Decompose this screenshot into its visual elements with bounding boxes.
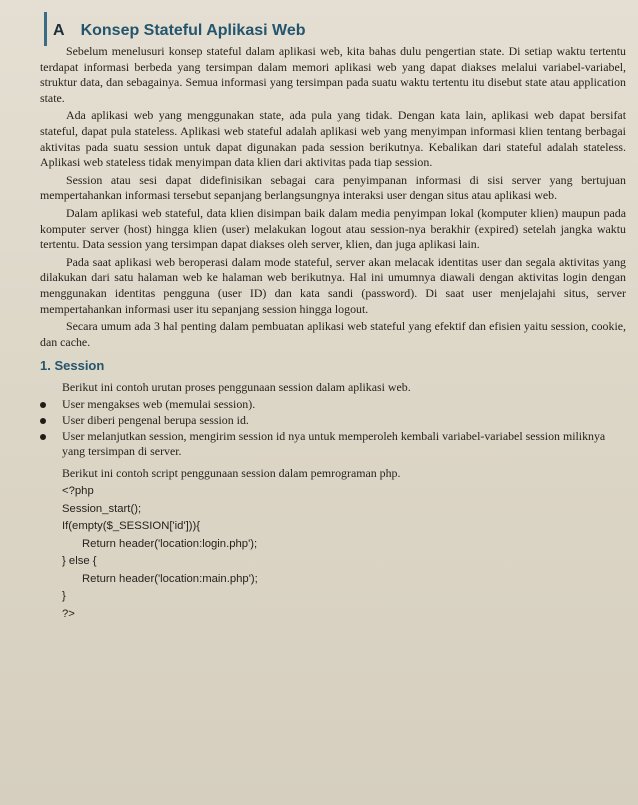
list-item-text: User melanjutkan session, mengirim session id nya untuk memperoleh kembali variabel-variabel session miliknya yang tersimpan di server. (62, 428, 606, 459)
paragraph-stateful-stateless: Ada aplikasi web yang menggunakan state, ada pula yang tidak. Dengan kata lain, aplikasi web dapat bersifat stateful, dapat pula stateless. Aplikasi web stateful adalah aplikasi web yang menyimpan informasi klien tentang berbagai aktivitas pada suatu session untuk dapat digunakan pada session berikutnya. Kebalikan dari stateful adalah stateless. Aplikasi web stateless tidak menyimpan data klien dari aktivitas pada tiap session. (40, 108, 626, 170)
php-code-block (40, 483, 626, 623)
code-line: } (62, 590, 66, 603)
list-item-text: User diberi pengenal berupa session id. (62, 413, 249, 428)
list-item (40, 413, 626, 429)
session-block (40, 380, 626, 396)
paragraph-session-definition: Session atau sesi dapat didefinisikan sebagai cara penyimpanan informasi di sisi server yang bertujuan mempertahankan informasi tersebut sepanjang berlangsungnya interaksi user dengan situs atau aplikasi web. (40, 172, 626, 203)
session-steps-list (40, 397, 626, 459)
section-letter: A (53, 22, 65, 39)
paragraph-client-data: Dalam aplikasi web stateful, data klien disimpan baik dalam media penyimpan lokal (komputer klien) maupun pada komputer server (host) hingga klien (user) melakukan logout atau session-nya berakhir (expired) setelah jangka waktu tertentu. Data session yang tersimpan dapat diakses oleh server, klien, dan juga aplikasi lain. (40, 205, 626, 252)
section-title-session: 1. Session (40, 358, 105, 374)
page-title: Konsep Stateful Aplikasi Web (80, 22, 306, 39)
bullet-icon (40, 418, 46, 424)
code-line: If(empty($_SESSION['id'])){ (62, 520, 201, 533)
bullet-icon (40, 434, 46, 440)
script-intro: Berikut ini contoh script penggunaan session dalam pemrograman php. (62, 465, 401, 480)
code-line: Session_start(); (62, 502, 142, 515)
section-header (44, 12, 306, 46)
paragraph-state-definition: Sebelum menelusuri konsep stateful dalam aplikasi web, kita bahas dulu pengertian state. Di setiap waktu tertentu terdapat informasi berbeda yang tersimpan dalam memori aplikasi web yang dapat diakses melalui variabel-variabel, struktur data, dan sebagainya. Semua informasi yang tersimpan pada suatu waktu tertentu itu disebut state atau application state. (40, 44, 626, 105)
code-line: ?> (62, 607, 75, 620)
list-item (40, 429, 626, 460)
script-intro-block (40, 466, 626, 482)
paragraph-three-elements: Secara umum ada 3 hal penting dalam pembuatan aplikasi web stateful yang efektif dan efisien yaitu session, cookie, dan cache. (40, 319, 626, 349)
header-accent-bar (44, 12, 47, 46)
paragraph-stateful-mode: Pada saat aplikasi web beroperasi dalam mode stateful, server akan melacak identitas user dan segala aktivitas yang dilakukan dari satu halaman web ke halaman web berikutnya. Hal ini umumnya diawali dengan aktivitas login dengan menggunakan identitas pengguna (user ID) dan kata sandi (password). Di saat user menjelajahi situs, server mempertahankan informasi user itu sepanjang session hingga logout. (40, 254, 626, 316)
list-item (40, 397, 626, 413)
bullet-icon (40, 402, 46, 408)
code-line: Return header('location:main.php'); (82, 572, 258, 585)
session-intro: Berikut ini contoh urutan proses penggunaan session dalam aplikasi web. (62, 379, 411, 394)
code-line: } else { (62, 555, 97, 568)
code-line: <?php (62, 485, 94, 498)
code-line: Return header('location:login.php'); (82, 537, 258, 550)
list-item-text: User mengakses web (memulai session). (62, 397, 256, 412)
document-body (40, 44, 626, 623)
